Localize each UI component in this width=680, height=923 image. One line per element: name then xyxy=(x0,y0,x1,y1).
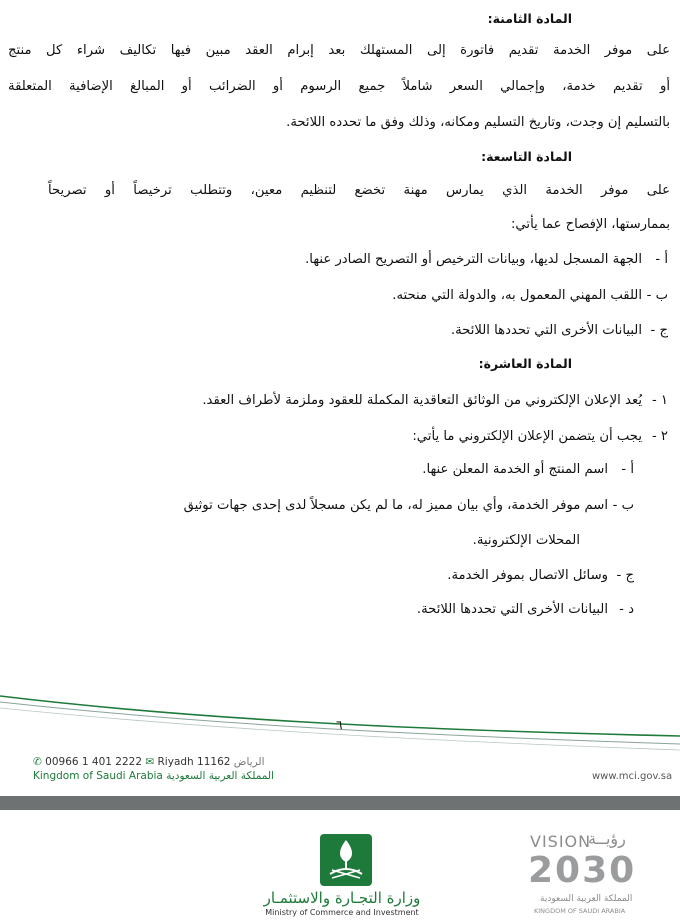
phone-icon: ✆ xyxy=(33,756,42,768)
footer-po-latin: Riyadh 11162 xyxy=(157,756,231,768)
footer-contact-line xyxy=(33,756,265,768)
vision-word-ar: رؤيــة xyxy=(588,829,626,848)
article-9-item-b: ب -اللقب المهني المعمول به، والدولة التي منحته. xyxy=(392,288,668,303)
article-10-heading: المادة العاشرة: xyxy=(478,356,572,371)
article-10-subitem-a: أ -اسم المنتج أو الخدمة المعلن عنها. xyxy=(422,462,634,477)
article-9-line-2: بممارستها، الإفصاح عما يأتي: xyxy=(510,217,670,232)
mail-icon: ✉ xyxy=(145,756,155,768)
vision-year: 2030 xyxy=(528,850,637,891)
article-9-heading: المادة التاسعة: xyxy=(481,149,572,164)
ministry-name-ar: وزارة التجـارة والاستثمـار xyxy=(263,889,421,907)
article-9-item-c: ج -البيانات الأخرى التي تحددها اللائحة. xyxy=(450,323,668,338)
vision-word-en: VISION xyxy=(530,832,592,851)
article-10-subitem-d: د -البيانات الأخرى التي تحددها اللائحة. xyxy=(416,602,634,617)
ministry-emblem-icon xyxy=(316,832,376,888)
footer-country-line xyxy=(33,770,274,782)
footer-phone: 00966 1 401 2222 xyxy=(45,756,143,768)
vision-country-ar: المملكة العربية السعودية xyxy=(540,894,633,904)
article-8-line-1: على موفر الخدمة تقديم فاتورة إلى المستهلك بعد إبرام العقد مبين فيها تكاليف شراء كل منتج xyxy=(8,43,670,58)
article-9-line-1: على موفر الخدمة الذي يمارس مهنة تخضع لتنظيم معين، وتتطلب ترخيصاً أو تصريحاً xyxy=(48,183,670,198)
article-10-subitem-b-continued: المحلات الإلكترونية. xyxy=(472,533,580,548)
article-10-subitem-b: ب -اسم موفر الخدمة، وأي بيان مميز له، ما لم يكن مسجلاً لدى إحدى جهات توثيق xyxy=(183,498,634,513)
footer-band xyxy=(0,796,680,810)
article-8-heading: المادة الثامنة: xyxy=(487,11,572,26)
article-10-subitem-c: ج -وسائل الاتصال بموفر الخدمة. xyxy=(447,568,634,583)
footer-country-ar: المملكة العربية السعودية xyxy=(166,770,274,782)
article-9-item-a: أ -الجهة المسجل لديها، وبيانات الترخيص أو التصريح الصادر عنها. xyxy=(305,252,668,267)
footer-website: www.mci.gov.sa xyxy=(592,771,673,782)
ministry-name-en: Ministry of Commerce and Investment xyxy=(265,908,419,917)
vision-country-en: KINGDOM OF SAUDI ARABIA xyxy=(534,907,626,915)
page-number: ٦ xyxy=(336,718,343,732)
footer-country-en: Kingdom of Saudi Arabia xyxy=(33,770,163,782)
article-10-item-2: ٢ -يجب أن يتضمن الإعلان الإلكتروني ما يأتي: xyxy=(412,429,668,444)
article-8-line-3: بالتسليم إن وجدت، وتاريخ التسليم ومكانه، وذلك وفق ما تحدده اللائحة. xyxy=(286,115,670,130)
article-8-line-2: أو تقديم خدمة، وإجمالي السعر شاملاً جميع الرسوم أو الضرائب أو المبالغ الإضافية المتعلقة xyxy=(8,79,670,94)
article-10-item-1: ١ -يُعد الإعلان الإلكتروني من الوثائق التعاقدية المكملة للعقود وملزمة لأطراف العقد. xyxy=(202,393,668,408)
footer-po-arabic: الرياض xyxy=(233,756,265,768)
